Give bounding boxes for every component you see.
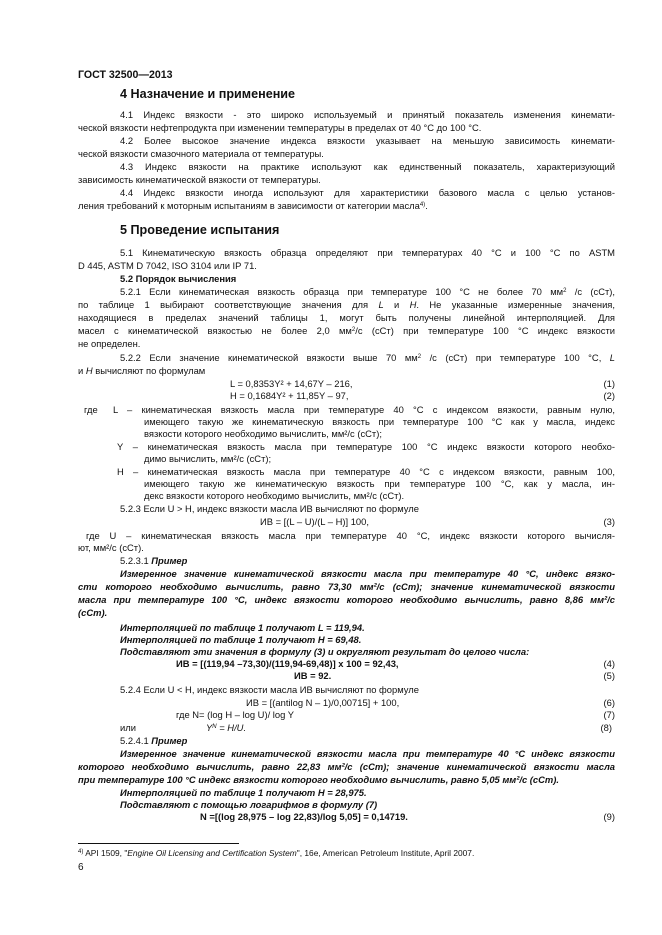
example-2-line3: при температуре 100 °С индекс вязкости которого необходимо вычислить, равно 5,05 мм²/с (сСт). — [78, 774, 559, 785]
formula-5: ИВ = 92. — [294, 670, 332, 681]
example-1-heading: 5.2.3.1 Пример — [120, 555, 188, 566]
para-5-2-3: 5.2.3 Если U > H, индекс вязкости масла ИВ вычисляют по формуле — [120, 503, 419, 514]
formula-4: ИВ = [(119,94 –73,30)/(119,94-69,48)] х 100 = 92,43, — [176, 658, 399, 669]
formula-6: ИВ = [(antilog N – 1)/0,00715] + 100, — [246, 697, 400, 708]
para-5-2-2-line1: 5.2.2 Если значение кинематической вязкости выше 70 $мм^2$ /с (сСт) при температуре 100 °С, L — [120, 352, 615, 363]
footnote-ref: 4) — [419, 202, 426, 208]
def-L-line2: имеющего такую же кинематическую вязкость при температуре 100 °С как у масла, индекс — [144, 416, 615, 427]
def-L-line3: вязкости которого необходимо вычислить, мм²/с (сСт); — [144, 428, 382, 439]
formula-9-number: (9) — [603, 811, 615, 822]
page-number: 6 — [78, 862, 84, 873]
def-U-line1: где U – кинематическая вязкость масла при температуре 40 °С, индекс вязкости которого вычисля- — [86, 530, 615, 541]
example-2-heading: 5.2.4.1 Пример — [120, 735, 188, 746]
formula-1-number: (1) — [603, 378, 615, 389]
standard-header: ГОСТ 32500—2013 — [78, 69, 173, 81]
where-word: где — [84, 404, 98, 415]
def-H-line1: H – кинематическая вязкость масла при температуре 40 °С с индексом вязкости, равным 100, — [117, 466, 615, 477]
def-Y-line2: димо вычислить, мм²/с (сСт); — [144, 453, 272, 464]
def-H-line2: имеющего такую же кинематическую вязкость при температуре 100 °С, как у масла, ин- — [144, 478, 615, 489]
formula-3-number: (3) — [603, 516, 615, 527]
example-2-subst: Подставляют с помощью логарифмов в формулу (7) — [120, 799, 378, 810]
formula-9: N =[(log 28,975 – log 22,83)/log 5,05] = 0,14719. — [200, 811, 408, 822]
or-word: или — [120, 722, 136, 733]
para-5-2-1-line2: по таблице 1 выбирают соответствующие значения для L и H. Не указанные измеренные значения, — [78, 299, 615, 310]
para-4-4-line2: ления требований к моторным испытаниям в зависимости от категории масла$^{4)}$. — [78, 200, 428, 211]
para-4-3-line1: 4.3 Индекс вязкости на практике используют как единственный показатель, характеризующий — [120, 161, 615, 172]
formula-2-number: (2) — [603, 390, 615, 401]
para-5-2-1-line4: масел с кинематической вязкостью не более 2,0 $мм^2/с$ (сСт) при температуре 100 °С индекс вязкости — [78, 325, 615, 336]
formula-1: L = 0,8353Y² + 14,67Y – 216, — [230, 378, 353, 389]
para-5-2-4: 5.2.4 Если U < H, индекс вязкости масла ИВ вычисляют по формуле — [120, 684, 419, 695]
def-Y-line1: Y – кинематическая вязкость масла при температуре 100 °С индекс вязкости которого необхо- — [117, 441, 615, 452]
example-1-line2: сти которого необходимо вычислить, равно 73,30 мм²/с (сСт); значение кинематической вязкости — [78, 581, 615, 592]
formula-2: H = 0,1684Y² + 11,85Y – 97, — [230, 390, 349, 401]
example-1-line4: (сСт). — [78, 607, 108, 618]
para-5-1-line2: D 445, ASTM D 7042, ISO 3104 или IP 71. — [78, 260, 257, 271]
footnote-separator — [78, 843, 239, 844]
para-5-2-1-line5: не определен. — [78, 338, 141, 349]
formula-5-number: (5) — [603, 670, 615, 681]
formula-4-number: (4) — [603, 658, 615, 669]
def-U-line2: ют, мм²/с (сСт). — [78, 542, 144, 553]
formula-7-number: (7) — [603, 709, 615, 720]
example-1-interp-H: Интерполяцией по таблице 1 получают H = 69,48. — [120, 634, 362, 645]
example-1-interp-L: Интерполяцией по таблице 1 получают L = 119,94. — [120, 622, 365, 633]
formula-3: ИВ = [(L – U)/(L – H)] 100, — [260, 516, 369, 527]
formula-7: где N= (log H – log U)/ log Y — [176, 709, 294, 720]
example-2-interp: Интерполяцией по таблице 1 получают H = 28,975. — [120, 787, 367, 798]
para-5-2-1-line1: 5.2.1 Если кинематическая вязкость образца при температуре 100 °С не более 70 $мм^2$ /с (сСт), — [120, 286, 616, 297]
para-5-2-title: 5.2 Порядок вычисления — [120, 273, 237, 284]
example-2-line2: которого необходимо вычислить, равно 22,83 мм²/с (сСт); значение кинематической вязкости масла — [78, 761, 615, 772]
example-1-line1: Измеренное значение кинематической вязкости масла при температуре 40 °С, индекс вязко- — [120, 568, 615, 579]
para-5-2-2-line2: и H вычисляют по формулам — [78, 365, 206, 376]
para-5-2-1-line3: находящиеся в пределах значений таблицы 1, могут быть получены линейной интерполяцией. Для — [78, 312, 615, 323]
para-4-3-line2: зависимость кинематической вязкости от температуры. — [78, 174, 321, 185]
formula-8-number: (8) — [600, 722, 612, 733]
def-L-line1: L – кинематическая вязкость масла при температуре 40 °С с индексом вязкости, равным нулю, — [113, 404, 615, 415]
para-5-1-line1: 5.1 Кинематическую вязкость образца определяют при температурах 40 °С и 100 °С по ASTM — [120, 247, 615, 258]
para-4-4-line1: 4.4 Индекс вязкости иногда используют для характеристики базового масла с целью установ- — [120, 187, 615, 198]
para-4-2-line1: 4.2 Более высокое значение индекса вязкости указывает на меньшую зависимость кинемати- — [120, 135, 615, 146]
para-4-1-line1: 4.1 Индекс вязкости - это широко используемый и принятый показатель изменения кинемати- — [120, 109, 615, 120]
example-1-line3: масла при температуре 100 °С, индекс вязкости которого необходимо вычислить, равно 8,86 мм²/с — [78, 594, 615, 605]
footnote: $^{4)}$ API 1509, "Engine Oil Licensing and Certification System", 16e, American Petroleum Institute, April 2007. — [78, 848, 475, 858]
section-5-title: 5 Проведение испытания — [120, 223, 280, 237]
formula-6-number: (6) — [603, 697, 615, 708]
def-H-line3: декс вязкости которого необходимо вычислить, мм²/с (сСт). — [144, 490, 405, 501]
para-4-1-line2: ческой вязкости нефтепродукта при изменении температуры в пределах от 40 °С до 100 °С. — [78, 122, 482, 133]
section-4-title: 4 Назначение и применение — [120, 87, 296, 101]
example-1-subst: Подставляют эти значения в формулу (3) и округляют результат до целого числа: — [120, 646, 530, 657]
para-4-2-line2: ческой вязкости смазочного материала от температуры. — [78, 148, 324, 159]
formula-8: $Y^N = H/U$. — [206, 722, 247, 733]
example-2-line1: Измеренное значение кинематической вязкости масла при температуре 40 °С индекс вязкости — [120, 748, 615, 759]
